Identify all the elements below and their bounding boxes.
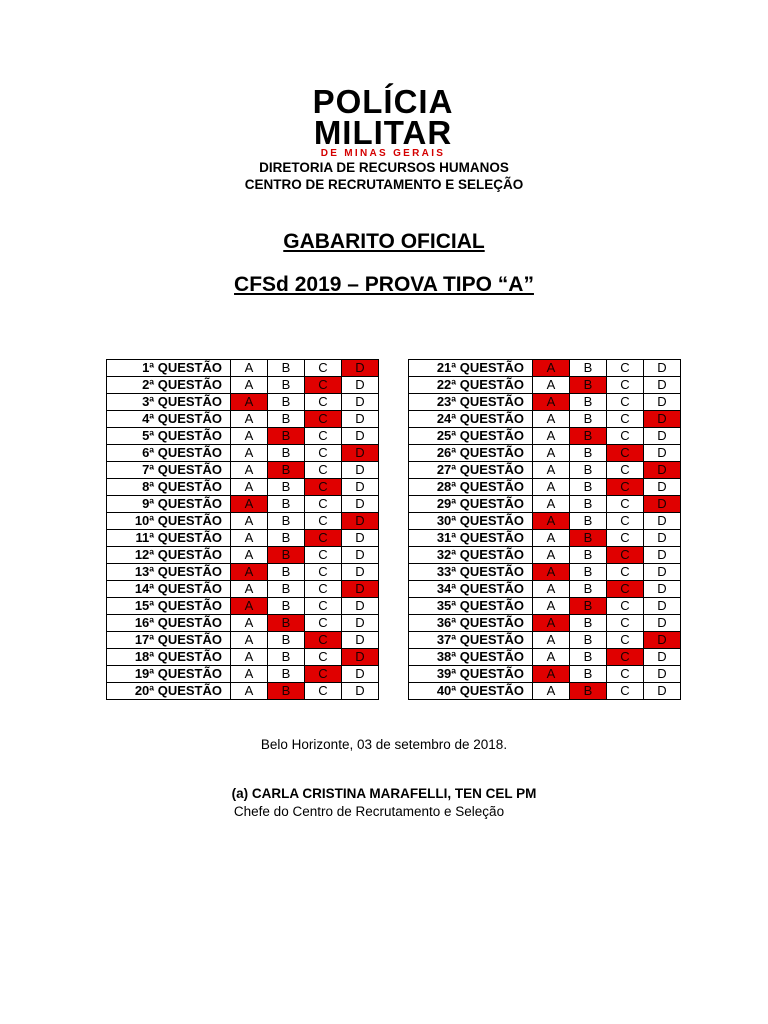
option-c: C <box>607 666 644 683</box>
table-row <box>409 462 681 479</box>
question-label: 31ª QUESTÃO <box>409 530 533 547</box>
option-a: A <box>533 632 570 649</box>
option-b: B <box>268 360 305 377</box>
option-d: D <box>644 513 681 530</box>
option-c: C <box>607 377 644 394</box>
option-b: B <box>268 445 305 462</box>
option-c-correct: C <box>305 411 342 428</box>
table-row <box>409 547 681 564</box>
option-a: A <box>231 615 268 632</box>
option-c-correct: C <box>607 547 644 564</box>
option-a: A <box>231 632 268 649</box>
table-row <box>409 360 681 377</box>
table-row <box>107 445 379 462</box>
question-label: 18ª QUESTÃO <box>107 649 231 666</box>
option-b-correct: B <box>570 683 607 700</box>
table-row <box>107 615 379 632</box>
question-label: 14ª QUESTÃO <box>107 581 231 598</box>
option-a: A <box>533 428 570 445</box>
table-row <box>409 649 681 666</box>
option-a: A <box>231 377 268 394</box>
option-a: A <box>533 683 570 700</box>
option-d-correct: D <box>644 632 681 649</box>
question-label: 39ª QUESTÃO <box>409 666 533 683</box>
option-d: D <box>342 462 379 479</box>
question-label: 20ª QUESTÃO <box>107 683 231 700</box>
option-d: D <box>644 683 681 700</box>
option-d-correct: D <box>342 445 379 462</box>
table-row <box>107 513 379 530</box>
option-b-correct: B <box>570 377 607 394</box>
option-d: D <box>342 428 379 445</box>
option-d: D <box>342 598 379 615</box>
table-row <box>107 547 379 564</box>
logo-line-1: POLÍCIA <box>312 83 454 120</box>
option-a: A <box>231 411 268 428</box>
option-b: B <box>268 649 305 666</box>
option-a-correct: A <box>231 394 268 411</box>
option-c: C <box>607 598 644 615</box>
option-c: C <box>305 462 342 479</box>
option-d-correct: D <box>342 360 379 377</box>
option-d: D <box>644 530 681 547</box>
option-c: C <box>607 411 644 428</box>
table-row <box>409 513 681 530</box>
option-b: B <box>268 530 305 547</box>
option-a: A <box>231 462 268 479</box>
option-a: A <box>533 377 570 394</box>
option-a: A <box>231 683 268 700</box>
option-c: C <box>607 683 644 700</box>
option-b: B <box>570 496 607 513</box>
option-c: C <box>305 428 342 445</box>
option-c-correct: C <box>305 530 342 547</box>
answer-table-left <box>106 359 379 700</box>
option-d: D <box>342 496 379 513</box>
option-a: A <box>231 649 268 666</box>
table-row <box>107 496 379 513</box>
page-subtitle: CFSd 2019 – PROVA TIPO “A” <box>234 273 534 296</box>
option-c: C <box>305 598 342 615</box>
option-b: B <box>570 615 607 632</box>
question-label: 40ª QUESTÃO <box>409 683 533 700</box>
option-c: C <box>305 581 342 598</box>
org-directorate: DIRETORIA DE RECURSOS HUMANOS <box>259 160 509 175</box>
option-d: D <box>644 649 681 666</box>
option-b: B <box>570 462 607 479</box>
table-row <box>409 445 681 462</box>
question-label: 15ª QUESTÃO <box>107 598 231 615</box>
option-b-correct: B <box>268 462 305 479</box>
question-label: 36ª QUESTÃO <box>409 615 533 632</box>
table-row <box>107 462 379 479</box>
option-d: D <box>644 564 681 581</box>
option-b: B <box>268 632 305 649</box>
question-label: 6ª QUESTÃO <box>107 445 231 462</box>
option-d: D <box>644 394 681 411</box>
question-label: 33ª QUESTÃO <box>409 564 533 581</box>
table-row <box>409 530 681 547</box>
option-d-correct: D <box>342 513 379 530</box>
option-c-correct: C <box>607 649 644 666</box>
option-a-correct: A <box>533 564 570 581</box>
option-a: A <box>231 547 268 564</box>
option-c: C <box>607 615 644 632</box>
date-line: Belo Horizonte, 03 de setembro de 2018. <box>260 737 508 752</box>
question-label: 3ª QUESTÃO <box>107 394 231 411</box>
question-label: 35ª QUESTÃO <box>409 598 533 615</box>
question-label: 34ª QUESTÃO <box>409 581 533 598</box>
option-d: D <box>342 377 379 394</box>
option-c: C <box>607 428 644 445</box>
question-label: 5ª QUESTÃO <box>107 428 231 445</box>
option-c: C <box>305 513 342 530</box>
option-c: C <box>305 445 342 462</box>
option-a: A <box>533 649 570 666</box>
option-a: A <box>231 445 268 462</box>
option-d: D <box>644 598 681 615</box>
question-label: 13ª QUESTÃO <box>107 564 231 581</box>
option-d: D <box>644 615 681 632</box>
option-c: C <box>607 513 644 530</box>
option-b: B <box>268 496 305 513</box>
question-label: 17ª QUESTÃO <box>107 632 231 649</box>
option-d: D <box>342 394 379 411</box>
table-row <box>107 479 379 496</box>
option-a-correct: A <box>231 598 268 615</box>
table-row <box>107 683 379 700</box>
question-label: 9ª QUESTÃO <box>107 496 231 513</box>
option-d: D <box>644 428 681 445</box>
option-b: B <box>570 360 607 377</box>
logo-line-3: DE MINAS GERAIS <box>320 148 446 159</box>
option-d-correct: D <box>644 496 681 513</box>
table-row <box>107 649 379 666</box>
table-row <box>107 564 379 581</box>
question-label: 27ª QUESTÃO <box>409 462 533 479</box>
option-d-correct: D <box>342 581 379 598</box>
option-a-correct: A <box>533 513 570 530</box>
option-d: D <box>342 411 379 428</box>
option-b: B <box>570 445 607 462</box>
question-label: 16ª QUESTÃO <box>107 615 231 632</box>
option-c: C <box>607 530 644 547</box>
question-label: 30ª QUESTÃO <box>409 513 533 530</box>
question-label: 4ª QUESTÃO <box>107 411 231 428</box>
option-a-correct: A <box>533 394 570 411</box>
option-b: B <box>268 411 305 428</box>
option-d: D <box>342 666 379 683</box>
option-c: C <box>305 394 342 411</box>
option-b: B <box>570 666 607 683</box>
option-b: B <box>570 632 607 649</box>
table-row <box>107 666 379 683</box>
table-row <box>409 683 681 700</box>
table-row <box>409 632 681 649</box>
table-row <box>409 581 681 598</box>
option-d: D <box>644 377 681 394</box>
option-a: A <box>533 445 570 462</box>
option-a: A <box>231 360 268 377</box>
question-label: 21ª QUESTÃO <box>409 360 533 377</box>
table-row <box>107 428 379 445</box>
signature-role: Chefe do Centro de Recrutamento e Seleção <box>233 804 505 819</box>
table-row <box>107 598 379 615</box>
option-b: B <box>570 394 607 411</box>
option-a: A <box>533 581 570 598</box>
option-b: B <box>570 649 607 666</box>
option-c: C <box>607 632 644 649</box>
question-label: 11ª QUESTÃO <box>107 530 231 547</box>
option-a: A <box>533 479 570 496</box>
option-c-correct: C <box>607 581 644 598</box>
option-a: A <box>231 513 268 530</box>
option-b: B <box>570 411 607 428</box>
option-b: B <box>268 564 305 581</box>
table-row <box>107 411 379 428</box>
question-label: 19ª QUESTÃO <box>107 666 231 683</box>
option-d: D <box>342 683 379 700</box>
option-d: D <box>644 581 681 598</box>
table-row <box>409 377 681 394</box>
option-a-correct: A <box>533 666 570 683</box>
option-b: B <box>268 513 305 530</box>
option-c: C <box>607 394 644 411</box>
question-label: 26ª QUESTÃO <box>409 445 533 462</box>
option-d: D <box>342 530 379 547</box>
option-c: C <box>607 496 644 513</box>
option-d: D <box>644 479 681 496</box>
option-c-correct: C <box>305 479 342 496</box>
option-d: D <box>342 615 379 632</box>
option-a: A <box>231 581 268 598</box>
option-a: A <box>533 598 570 615</box>
question-label: 29ª QUESTÃO <box>409 496 533 513</box>
table-row <box>107 394 379 411</box>
answer-table-right <box>408 359 681 700</box>
option-d: D <box>644 666 681 683</box>
question-label: 12ª QUESTÃO <box>107 547 231 564</box>
option-b: B <box>268 581 305 598</box>
table-row <box>409 411 681 428</box>
logo-line-2: MILITAR <box>313 114 453 151</box>
table-row <box>409 598 681 615</box>
option-b-correct: B <box>268 683 305 700</box>
option-c: C <box>305 496 342 513</box>
question-label: 1ª QUESTÃO <box>107 360 231 377</box>
option-a: A <box>231 479 268 496</box>
option-b: B <box>268 666 305 683</box>
option-a: A <box>533 547 570 564</box>
question-label: 23ª QUESTÃO <box>409 394 533 411</box>
table-row <box>107 377 379 394</box>
option-c-correct: C <box>607 445 644 462</box>
question-label: 32ª QUESTÃO <box>409 547 533 564</box>
option-b: B <box>570 547 607 564</box>
option-a: A <box>231 666 268 683</box>
option-c: C <box>305 683 342 700</box>
option-b: B <box>268 598 305 615</box>
table-row <box>409 479 681 496</box>
question-label: 8ª QUESTÃO <box>107 479 231 496</box>
option-b-correct: B <box>268 615 305 632</box>
table-row <box>409 564 681 581</box>
table-row <box>107 632 379 649</box>
table-row <box>409 496 681 513</box>
option-c-correct: C <box>305 666 342 683</box>
option-b-correct: B <box>570 598 607 615</box>
table-row <box>409 666 681 683</box>
option-b-correct: B <box>570 428 607 445</box>
page-title: GABARITO OFICIAL <box>283 230 485 253</box>
option-c-correct: C <box>305 632 342 649</box>
option-b: B <box>268 479 305 496</box>
option-c: C <box>305 564 342 581</box>
option-c: C <box>607 462 644 479</box>
option-d: D <box>342 564 379 581</box>
option-d: D <box>342 547 379 564</box>
question-label: 37ª QUESTÃO <box>409 632 533 649</box>
option-c: C <box>305 615 342 632</box>
option-c-correct: C <box>607 479 644 496</box>
question-label: 25ª QUESTÃO <box>409 428 533 445</box>
option-b: B <box>268 394 305 411</box>
option-a-correct: A <box>533 615 570 632</box>
option-d: D <box>644 360 681 377</box>
option-c-correct: C <box>305 377 342 394</box>
option-b: B <box>268 377 305 394</box>
question-label: 28ª QUESTÃO <box>409 479 533 496</box>
option-a: A <box>533 411 570 428</box>
option-a-correct: A <box>231 496 268 513</box>
option-a: A <box>533 462 570 479</box>
table-row <box>409 394 681 411</box>
option-b: B <box>570 564 607 581</box>
option-a: A <box>533 496 570 513</box>
option-c: C <box>607 360 644 377</box>
table-row <box>409 615 681 632</box>
org-center: CENTRO DE RECRUTAMENTO E SELEÇÃO <box>244 177 524 192</box>
option-b: B <box>570 513 607 530</box>
option-c: C <box>305 360 342 377</box>
option-a-correct: A <box>533 360 570 377</box>
option-d-correct: D <box>644 462 681 479</box>
option-d-correct: D <box>342 649 379 666</box>
option-b-correct: B <box>268 547 305 564</box>
option-b: B <box>570 581 607 598</box>
option-d: D <box>342 632 379 649</box>
table-row <box>107 581 379 598</box>
option-d: D <box>644 547 681 564</box>
option-a: A <box>231 428 268 445</box>
option-a-correct: A <box>231 564 268 581</box>
option-b: B <box>570 479 607 496</box>
question-label: 38ª QUESTÃO <box>409 649 533 666</box>
option-c: C <box>607 564 644 581</box>
question-label: 24ª QUESTÃO <box>409 411 533 428</box>
question-label: 2ª QUESTÃO <box>107 377 231 394</box>
option-a: A <box>533 530 570 547</box>
question-label: 22ª QUESTÃO <box>409 377 533 394</box>
option-d: D <box>644 445 681 462</box>
table-row <box>107 360 379 377</box>
option-b-correct: B <box>570 530 607 547</box>
pmmg-logo <box>298 83 468 159</box>
table-row <box>107 530 379 547</box>
option-a: A <box>231 530 268 547</box>
signature-name: (a) CARLA CRISTINA MARAFELLI, TEN CEL PM <box>231 786 537 801</box>
option-d-correct: D <box>644 411 681 428</box>
option-c: C <box>305 547 342 564</box>
option-b-correct: B <box>268 428 305 445</box>
question-label: 7ª QUESTÃO <box>107 462 231 479</box>
option-d: D <box>342 479 379 496</box>
option-c: C <box>305 649 342 666</box>
question-label: 10ª QUESTÃO <box>107 513 231 530</box>
table-row <box>409 428 681 445</box>
